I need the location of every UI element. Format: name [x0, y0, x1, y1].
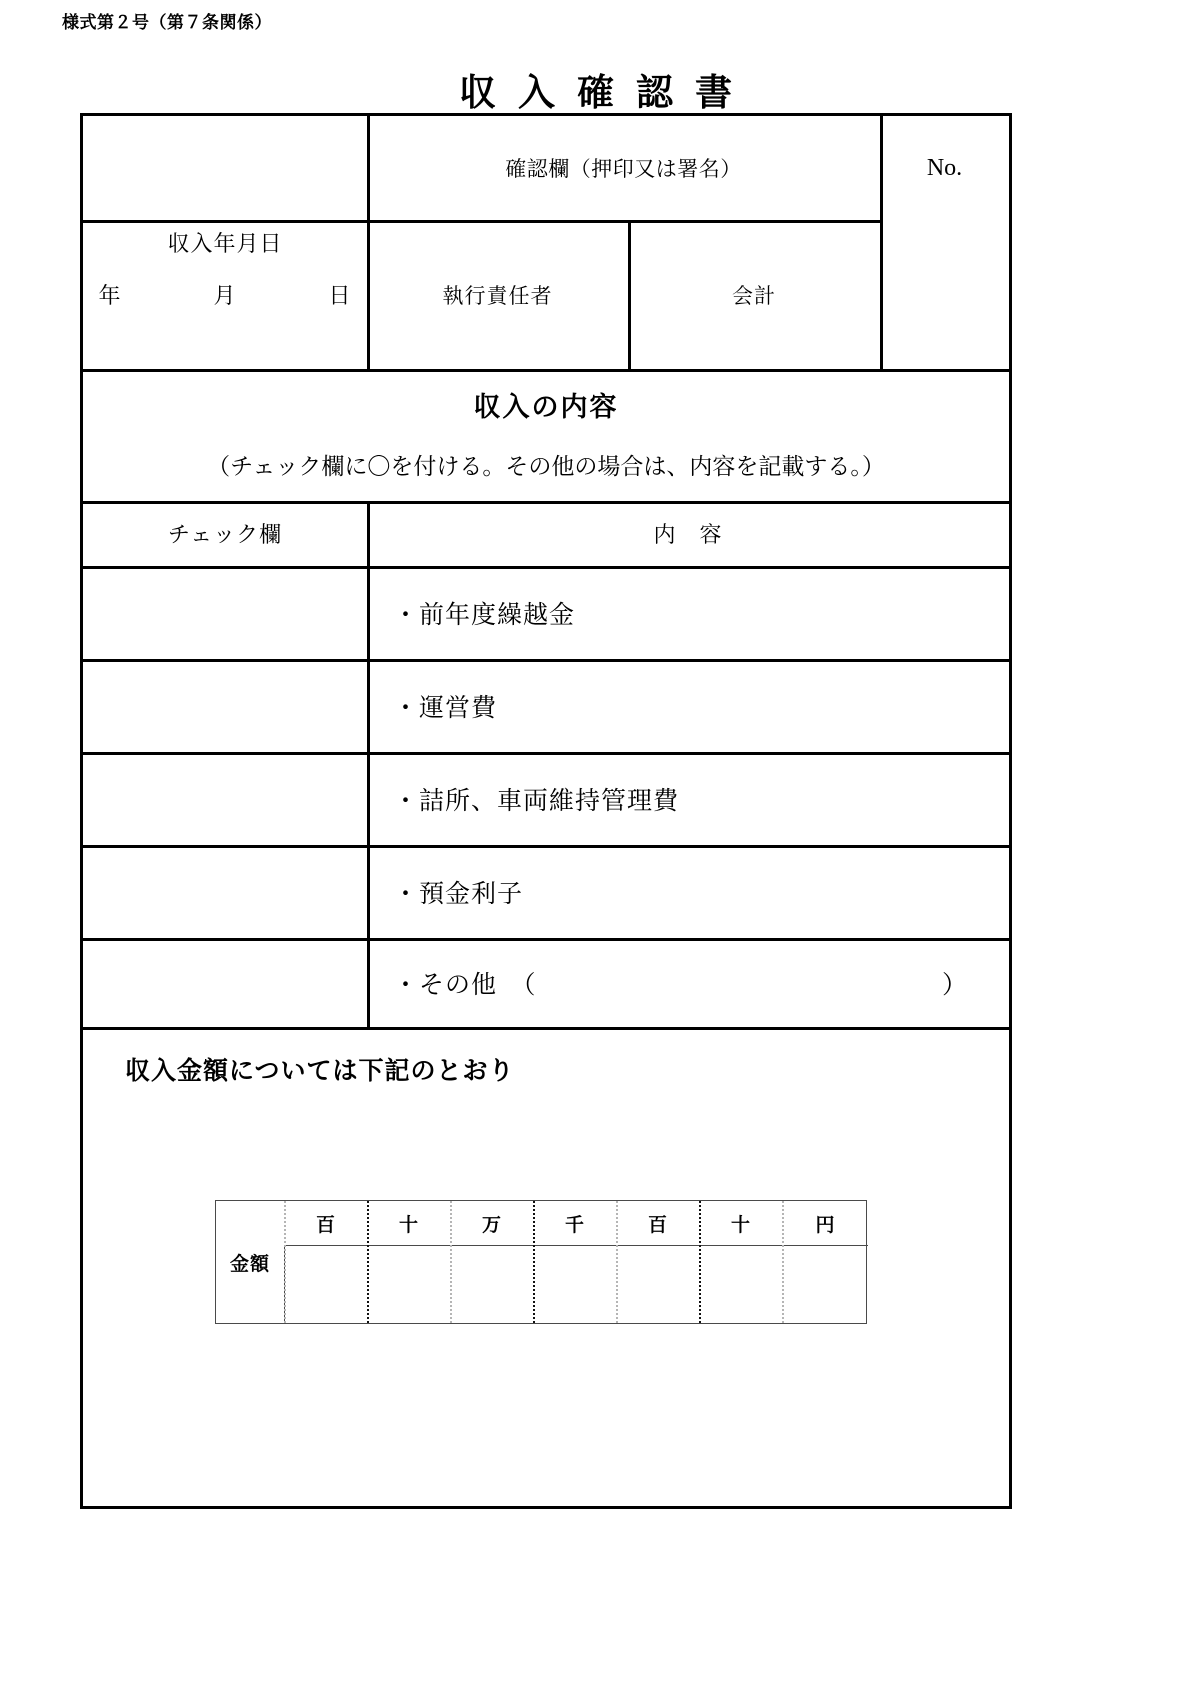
amount-value-cell-2[interactable]	[450, 1245, 533, 1323]
no-input[interactable]	[880, 220, 1009, 369]
rule-header-bottom	[80, 369, 1012, 372]
amount-unit-header-3: 千	[564, 1213, 584, 1236]
amount-unit-header-5: 十	[730, 1213, 750, 1236]
amount-value-cell-1[interactable]	[367, 1245, 450, 1323]
amount-unit-header-4: 百	[647, 1213, 667, 1236]
seal-field-accounting[interactable]	[628, 220, 880, 369]
check-box-row-2[interactable]	[83, 659, 367, 752]
amount-value-cell-5[interactable]	[699, 1245, 782, 1323]
amount-value-cell-4[interactable]	[616, 1245, 699, 1323]
check-box-row-3[interactable]	[83, 752, 367, 845]
content-row-2: ・運営費	[393, 694, 498, 722]
content-row-5-closing-paren: ）	[941, 971, 967, 999]
column-header-content: 内 容	[653, 522, 723, 547]
amount-unit-header-1: 十	[398, 1213, 418, 1236]
amount-value-cell-3[interactable]	[533, 1245, 616, 1323]
amount-unit-header-2: 万	[481, 1213, 501, 1236]
seal-field-executive[interactable]	[367, 220, 628, 369]
role-header-executive: 執行責任者	[442, 283, 553, 308]
rule-row5-bottom	[80, 1027, 1012, 1030]
column-header-check: チェック欄	[167, 522, 283, 547]
form-number: 様式第２号（第７条関係）	[62, 13, 272, 33]
check-box-row-4[interactable]	[83, 845, 367, 938]
content-row-1: ・前年度繰越金	[393, 601, 576, 629]
section-note: （チェック欄に〇を付ける。その他の場合は、内容を記載する。）	[207, 453, 885, 479]
amount-unit-header-6: 円	[815, 1213, 835, 1236]
content-row-5: ・その他 （	[393, 971, 537, 999]
content-row-4: ・預金利子	[393, 880, 524, 908]
income-date-input[interactable]: 年 月 日	[98, 283, 352, 308]
content-row-3: ・詰所、車両維持管理費	[393, 787, 680, 815]
amount-value-cell-0[interactable]	[284, 1245, 367, 1323]
no-label: No.	[926, 154, 963, 181]
amount-note: 収入金額については下記のとおり	[125, 1056, 515, 1085]
amount-row-label: 金額	[229, 1252, 270, 1275]
amount-value-cell-6[interactable]	[782, 1245, 868, 1323]
amount-table	[215, 1200, 867, 1324]
check-box-row-5[interactable]	[83, 938, 367, 1027]
check-box-row-1[interactable]	[83, 566, 367, 659]
page-title: 収入確認書	[459, 70, 754, 114]
income-date-label: 収入年月日	[167, 231, 283, 256]
role-header-accounting: 会計	[732, 283, 776, 308]
section-heading-income-content: 収入の内容	[473, 391, 619, 422]
confirmation-column-label: 確認欄（押印又は署名）	[505, 157, 742, 181]
amount-unit-header-0: 百	[315, 1213, 335, 1236]
